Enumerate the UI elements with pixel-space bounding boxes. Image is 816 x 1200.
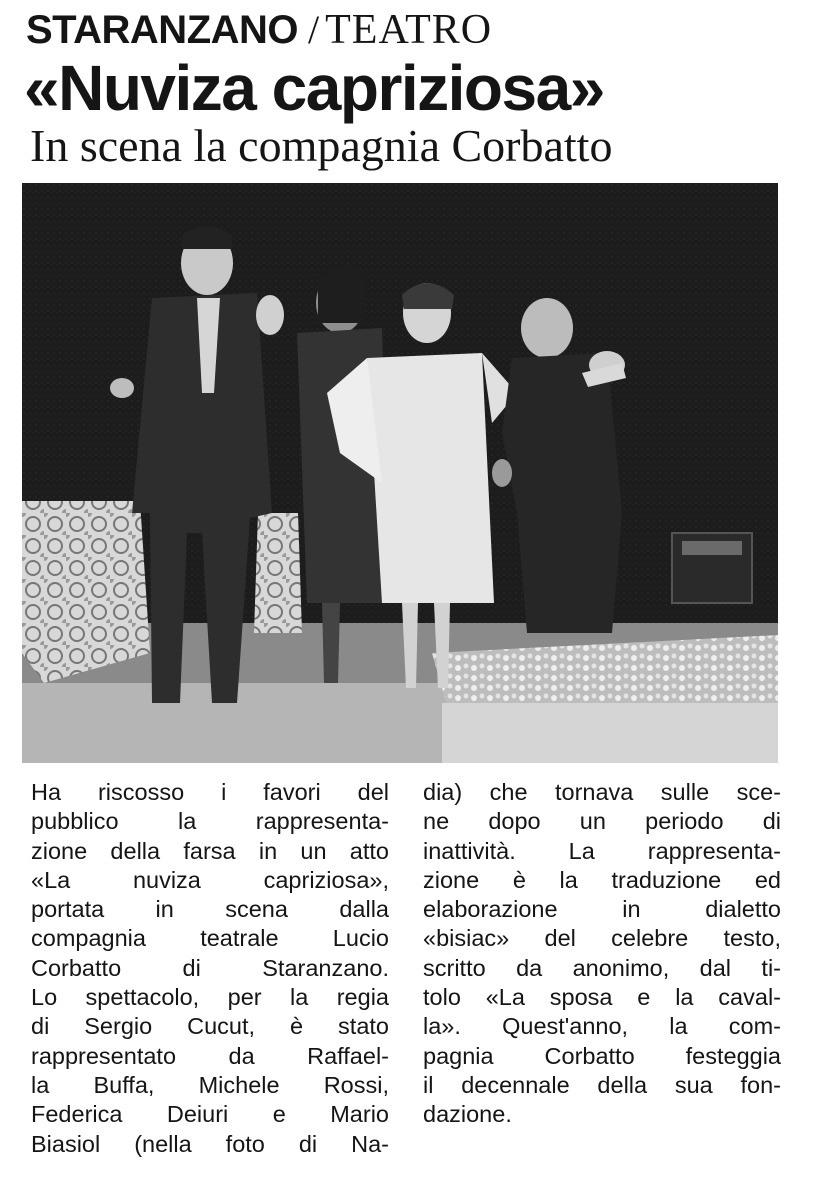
text-line: Biasiol (nella foto di Na-: [31, 1130, 389, 1157]
text-line: zione è la traduzione ed: [423, 866, 781, 893]
text-line: pagnia Corbatto festeggia: [423, 1042, 781, 1069]
text-line: dia) che tornava sulle sce-: [423, 779, 781, 805]
subheadline: In scena la compagnia Corbatto: [30, 120, 613, 171]
text-line: la Buffa, Michele Rossi,: [31, 1071, 389, 1098]
text-line: rappresentato da Raffael-: [31, 1042, 389, 1069]
text-line: portata in scena dalla: [31, 896, 389, 923]
text-line: Federica Deiuri e Mario: [31, 1101, 389, 1128]
kicker-place: STARANZANO: [26, 8, 299, 52]
text-line: Ha riscosso i favori del: [31, 779, 389, 805]
text-line: dazione.: [423, 1101, 512, 1128]
text-line: ne dopo un periodo di: [423, 808, 781, 835]
text-line: elaborazione in dialetto: [423, 896, 781, 923]
text-line: Lo spettacolo, per la regia: [31, 984, 389, 1011]
text-line: tolo «La sposa e la caval-: [423, 984, 781, 1011]
text-line: di Sergio Cucut, è stato: [31, 1013, 389, 1040]
headline: «Nuviza capriziosa»: [24, 52, 604, 124]
text-line: zione della farsa in un atto: [31, 837, 389, 864]
text-line: «La nuviza capriziosa»,: [31, 866, 389, 893]
stage-photo: [22, 183, 778, 763]
text-line: inattività. La rappresenta-: [423, 837, 781, 864]
text-line: scritto da anonimo, dal ti-: [423, 954, 781, 981]
text-line: il decennale della sua fon-: [423, 1071, 781, 1098]
kicker-section: TEATRO: [325, 7, 493, 53]
kicker-separator: /: [308, 7, 320, 52]
article-column-left: [31, 778, 389, 1159]
text-line: compagnia teatrale Lucio: [31, 925, 389, 952]
text-line: Corbatto di Staranzano.: [31, 954, 389, 981]
article-column-right: [423, 778, 781, 1130]
text-line: la». Quest'anno, la com-: [423, 1013, 781, 1040]
text-line: pubblico la rappresenta-: [31, 808, 389, 835]
text-line: «bisiac» del celebre testo,: [423, 925, 781, 952]
